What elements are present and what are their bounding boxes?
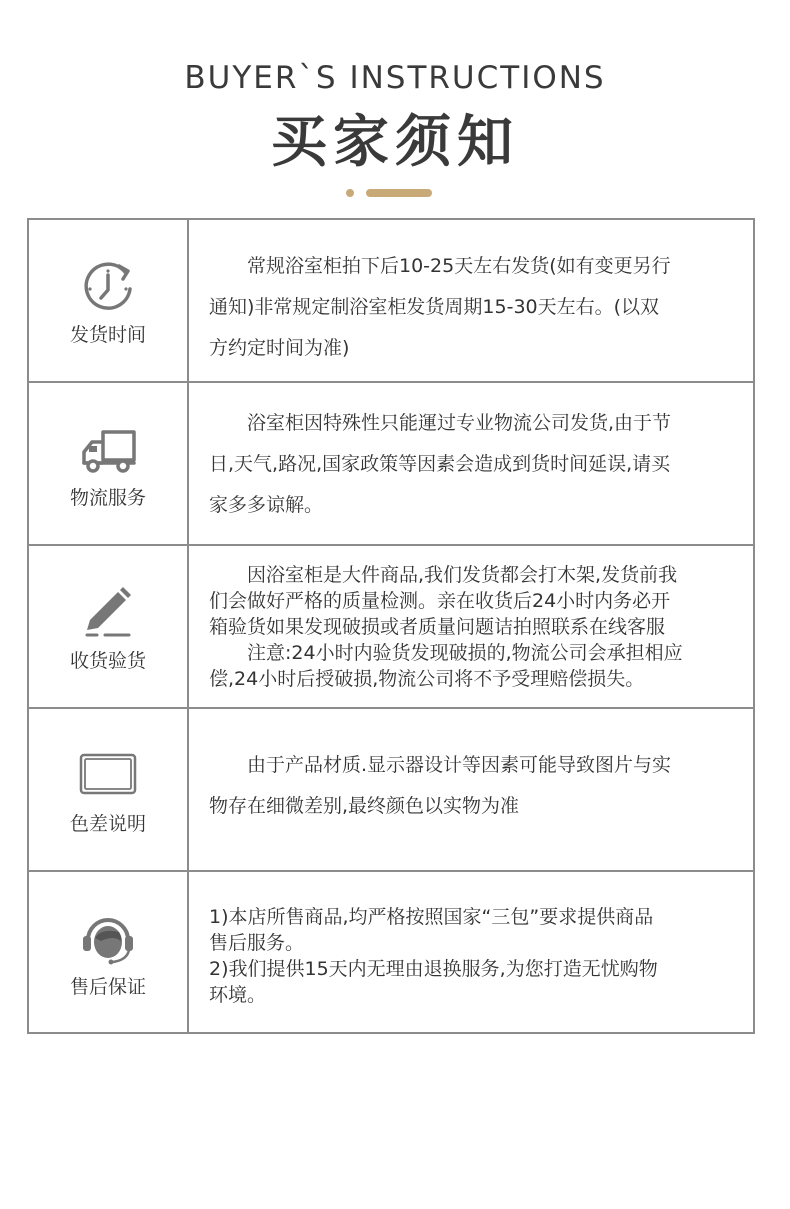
row-after-sales	[29, 872, 753, 1034]
title-chinese: 买家须知	[271, 110, 519, 175]
customer-service-icon	[79, 910, 137, 968]
monitor-icon	[67, 747, 149, 805]
text-line: 箱验货如果发现破损或者质量问题诘拍照联系在线客服	[209, 616, 666, 638]
row-header	[29, 709, 189, 870]
row-label: 售后保证	[69, 976, 146, 998]
text-line: 因浴室柜是大件商品,我们发货都会打木架,发货前我	[247, 564, 678, 586]
row-text	[209, 745, 749, 827]
clock-icon	[79, 258, 137, 316]
text-line: 1)本店所售商品,均严格按照国家“三包”要求提供商品	[209, 906, 654, 928]
row-content	[189, 383, 753, 544]
row-header	[29, 546, 189, 707]
row-text	[209, 562, 749, 692]
text-line: 常规浴室柜拍下后10-25天左右发货(如有变更另行	[247, 255, 671, 277]
row-label: 色差说明	[69, 813, 146, 835]
row-content	[189, 220, 753, 381]
text-line: 通知)非常规定制浴室柜发货周期15-30天左右。(以双	[209, 296, 660, 318]
row-header	[29, 220, 189, 381]
row-content	[189, 546, 753, 707]
text-line: 们会做好严格的质量检测。亲在收货后24小时内务必开	[209, 590, 671, 612]
instructions-table	[27, 218, 755, 1034]
row-text	[209, 403, 749, 526]
row-content	[189, 872, 753, 1034]
row-content	[189, 709, 753, 870]
row-inspection	[29, 546, 753, 709]
truck-icon	[79, 421, 137, 479]
text-line: 2)我们提供15天内无理由退换服务,为您打造无忧购物	[209, 958, 658, 980]
text-line: 环境。	[209, 984, 267, 1006]
divider-dot	[346, 189, 354, 197]
row-logistics	[29, 383, 753, 546]
text-line: 偿,24小时后授破损,物流公司将不予受理赔偿损失。	[209, 668, 645, 690]
text-line: 由于产品材质.显示器设计等因素可能导致图片与实	[247, 754, 672, 776]
row-text	[209, 904, 749, 1008]
pencil-icon	[79, 584, 137, 642]
row-shipping-time	[29, 220, 753, 383]
row-header	[29, 872, 189, 1034]
divider-bar	[366, 189, 432, 197]
title-english: BUYER`S INSTRUCTIONS	[184, 60, 606, 96]
row-color-difference	[29, 709, 753, 872]
text-line: 物存在细微差别,最终颜色以实物为准	[209, 795, 520, 817]
row-text	[209, 246, 749, 369]
text-line: 家多多谅解。	[209, 494, 324, 516]
text-line: 售后服务。	[209, 932, 305, 954]
row-label: 发货时间	[69, 324, 146, 346]
text-line: 浴室柜因特殊性只能運过专业物流公司发货,由于节	[247, 412, 672, 434]
row-label: 物流服务	[69, 487, 146, 509]
text-line: 方约定时间为准)	[209, 337, 350, 359]
row-header	[29, 383, 189, 544]
row-label: 收货验货	[69, 650, 146, 672]
text-line: 注意:24小时内验货发现破损的,物流公司会承担相应	[247, 642, 683, 664]
text-line: 日,天气,路况,国家政策等因素会造成到货时间延误,请买	[209, 453, 671, 475]
